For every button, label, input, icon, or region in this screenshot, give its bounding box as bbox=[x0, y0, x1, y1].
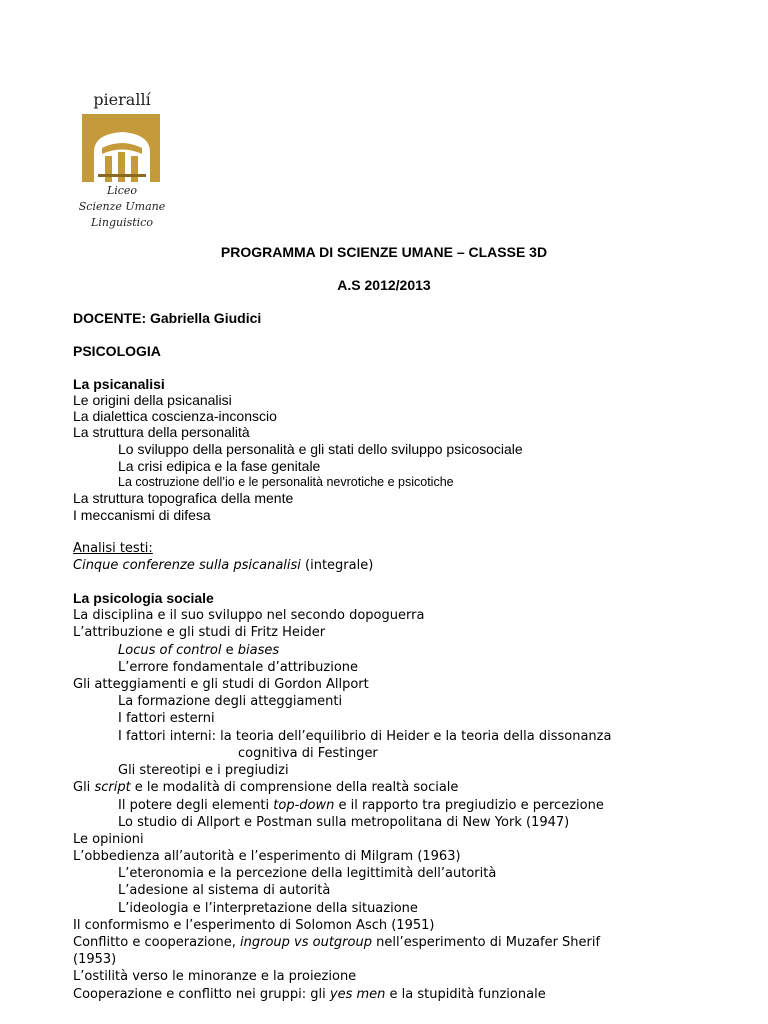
list-subitem: L’ideologia e l’interpretazione della situazione bbox=[118, 901, 418, 916]
logo-brand: pierallí bbox=[93, 90, 151, 109]
list-subitem: I fattori interni: la teoria dell’equilibrio di Heider e la teoria della dissonanza bbox=[118, 729, 612, 744]
list-item: La dialettica coscienza-inconscio bbox=[73, 408, 277, 424]
list-subitem bbox=[118, 642, 279, 659]
analisi-text bbox=[73, 557, 373, 574]
text-part: Gli bbox=[73, 780, 95, 795]
list-subitem: Gli stereotipi e i pregiudizi bbox=[118, 763, 289, 778]
list-item: Le opinioni bbox=[73, 832, 144, 847]
term-locus: Locus of control bbox=[118, 643, 222, 658]
logo-line-scienze: Scienze Umane bbox=[78, 200, 166, 213]
list-item: L’attribuzione e gli studi di Fritz Heider bbox=[73, 625, 326, 640]
list-item: L’ostilità verso le minoranze e la proiezione bbox=[73, 969, 357, 984]
list-subitem: Lo studio di Allport e Postman sulla metropolitana di New York (1947) bbox=[118, 815, 570, 830]
teacher-name: DOCENTE: Gabriella Giudici bbox=[73, 310, 262, 326]
list-item: Il conformismo e l’esperimento di Solomon Asch (1951) bbox=[73, 918, 435, 933]
list-item: I meccanismi di difesa bbox=[73, 507, 211, 523]
list-item-continued: (1953) bbox=[73, 952, 117, 967]
list-item: Gli atteggiamenti e gli studi di Gordon Allport bbox=[73, 677, 369, 692]
list-item bbox=[73, 934, 600, 951]
list-subitem: L’eteronomia e la percezione della legittimità dell’autorità bbox=[118, 866, 497, 881]
list-item: La disciplina e il suo sviluppo nel secondo dopoguerra bbox=[73, 608, 425, 623]
term-biases: biases bbox=[237, 643, 280, 658]
list-subitem: L’adesione al sistema di autorità bbox=[118, 883, 331, 898]
list-item: La struttura topografica della mente bbox=[73, 490, 294, 506]
analisi-title: Cinque conferenze sulla psicanalisi bbox=[73, 558, 301, 573]
text-part: Cooperazione e conflitto nei gruppi: gli bbox=[73, 987, 330, 1002]
list-item bbox=[73, 986, 546, 1003]
list-subitem: Lo sviluppo della personalità e gli stati dello sviluppo psicosociale bbox=[118, 441, 523, 457]
text-part: e il rapporto tra pregiudizio e percezione bbox=[334, 798, 604, 813]
sociale-heading: La psicologia sociale bbox=[73, 590, 214, 606]
school-year: A.S 2012/2013 bbox=[337, 277, 431, 293]
list-subitem: La formazione degli atteggiamenti bbox=[118, 694, 343, 709]
text-part: e la stupidità funzionale bbox=[385, 987, 546, 1002]
logo-line-liceo: Liceo bbox=[106, 184, 138, 197]
psicanalisi-heading: La psicanalisi bbox=[73, 376, 165, 392]
list-item bbox=[73, 779, 458, 796]
analisi-note: (integrale) bbox=[300, 558, 374, 573]
term-ingroup: ingroup vs outgroup bbox=[240, 935, 372, 950]
list-subitem: La costruzione dell’io e le personalità nevrotiche e psicotiche bbox=[118, 475, 454, 489]
list-item: Le origini della psicanalisi bbox=[73, 392, 232, 408]
list-subitem: La crisi edipica e la fase genitale bbox=[118, 458, 321, 474]
term-yes-men: yes men bbox=[329, 987, 386, 1002]
list-subitem-continued: cognitiva di Festinger bbox=[238, 746, 378, 761]
analisi-label: Analisi testi: bbox=[73, 541, 153, 556]
term-script: script bbox=[94, 780, 131, 795]
text-part: e le modalità di comprensione della realtà sociale bbox=[130, 780, 459, 795]
text-joiner: e bbox=[221, 643, 238, 658]
list-subitem bbox=[118, 797, 604, 814]
text-part: nell’esperimento di Muzafer Sherif bbox=[371, 935, 601, 950]
section-heading: PSICOLOGIA bbox=[73, 343, 161, 359]
list-item: L’obbedienza all’autorità e l’esperimento di Milgram (1963) bbox=[73, 849, 461, 864]
logo-line-linguistico: Linguistico bbox=[91, 216, 153, 229]
list-item: La struttura della personalità bbox=[73, 424, 250, 440]
document-title: PROGRAMMA DI SCIENZE UMANE – CLASSE 3D bbox=[220, 244, 548, 260]
term-top-down: top-down bbox=[273, 798, 335, 813]
school-logo bbox=[72, 90, 172, 232]
list-subitem: L’errore fondamentale d’attribuzione bbox=[118, 660, 359, 675]
text-part: Conflitto e cooperazione, bbox=[73, 935, 240, 950]
text-part: Il potere degli elementi bbox=[118, 798, 274, 813]
list-subitem: I fattori esterni bbox=[118, 711, 215, 726]
